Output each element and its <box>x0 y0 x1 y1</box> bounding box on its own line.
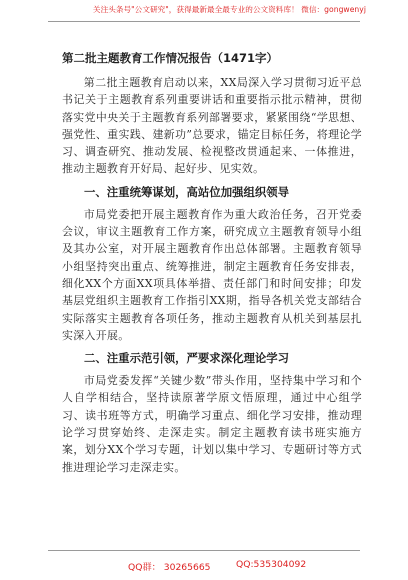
section-heading-1: 一、注重统筹谋划，高站位加强组织领导 <box>84 184 290 199</box>
header-divider <box>48 21 360 22</box>
section-heading-2: 二、注重示范引领，严要求深化理论学习 <box>84 351 290 366</box>
footer-qq-contact: QQ:535304092 <box>236 559 307 570</box>
header-banner-text: 关注头条号"公文研究"，获得最新最全最专业的公文资料库！ 微信：gongwenyj <box>92 5 366 14</box>
footer <box>0 546 408 580</box>
section-2-paragraph: 市局党委发挥“关键少数”带头作用，坚持集中学习和个人自学相结合，坚持读原著学原文悟原理，通过中心组学习、读书班等方式，明确学习重点、细化学习安排，推动理论学习贯穿始终、走深走实。制定主题教育读书班实施方案，划分XX个学习专题，计划以集中学习、专题研讨等方式推进理论学习走深走实。 <box>62 374 362 474</box>
document-title: 第二批主题教育工作情况报告（1471字） <box>62 51 279 65</box>
document-body <box>62 50 362 476</box>
footer-divider <box>48 550 360 551</box>
intro-paragraph: 第二批主题教育启动以来，XX局深入学习贯彻习近平总书记关于主题教育系列重要讲话和重要指示批示精神，贯彻落实党中央关于主题教育系列部署要求，紧紧围绕“学思想、强党性、重实践、建新功”总要求，锚定目标任务，将理论学习、调查研究、推动发展、检视整改贯通起来、一体推进，推动主题教育开好局、起好步、见实效。 <box>62 76 362 176</box>
section-1-paragraph: 市局党委把开展主题教育作为重大政治任务，召开党委会议，审议主题教育工作方案，研究成立主题教育领导小组及其办公室，对开展主题教育作出总体部署。主题教育领导小组坚持突出重点、统筹推进，制定主题教育任务安排表，细化XX个方面XX项具体举措、责任部门和时间安排；印发基层党组织主题教育工作指引XX期，指导各机关党支部结合实际落实主题教育各项任务，推动主题教育从机关到基层扎实深入开展。 <box>62 207 362 342</box>
header-banner <box>0 0 408 40</box>
footer-qq-group: QQ群： 30265665 <box>128 562 211 573</box>
